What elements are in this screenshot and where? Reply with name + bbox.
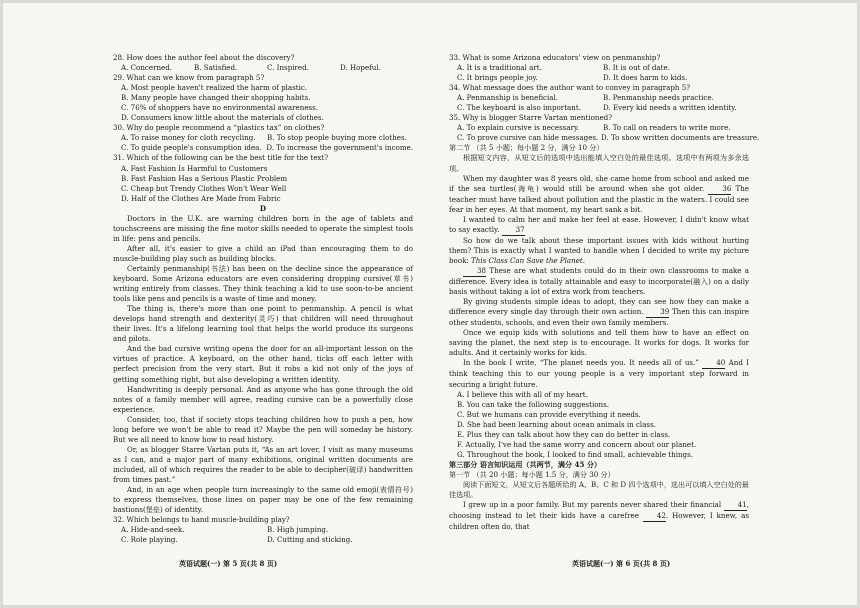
choice: G. Throughout the book, I looked to find small, achievable things.	[457, 449, 693, 459]
option: D. Hopeful.	[340, 63, 381, 73]
choice: D. She had been learning about ocean animals in class.	[457, 419, 656, 429]
passage-paragraph	[449, 266, 749, 297]
blank-39: 39	[646, 307, 669, 318]
choice: A. I believe this with all of my heart.	[457, 389, 588, 399]
options-33-row1	[449, 63, 749, 73]
book-title: This Class Can Save the Planet.	[471, 255, 586, 265]
options-34-row1	[449, 93, 749, 103]
part-3-title: 第三部分 语言知识运用（共两节，满分 45 分）	[449, 459, 602, 469]
passage-paragraph: Doctors in the U.K. are warning children born in the age of tablets and touchscreens are missing the fine motor skills needed to operate the simplest tools in life: pens and pencils.	[113, 213, 413, 243]
question-35: 35. Why is blogger Starre Vartan mentioned?	[449, 113, 612, 123]
choice: C. But we humans can provide everything it needs.	[457, 409, 641, 419]
text: So how do we talk about these important issues with kids without hurting them? This is exactly what I wanted to handle when I decided to write my picture book:	[449, 235, 749, 265]
question-28: 28. How does the author feel about the discovery?	[113, 53, 295, 62]
options-33-row2	[449, 73, 749, 83]
text: I grew up in a poor family. But my parents never shared their financial	[463, 500, 722, 510]
option: C. Role playing.	[121, 535, 178, 545]
text: By giving students simple ideas to adopt, they can see how they can make a difference every single day through their own action.	[449, 297, 749, 317]
passage-paragraph: Consider, too, that if society stops teaching children how to push a pen, how long before we won't be able to read it? Maybe the pen will someday be history. But we all need to know how to read history.	[113, 414, 413, 444]
option: B. It is out of date.	[603, 63, 670, 73]
blank-42: 42	[643, 511, 666, 522]
part-3-instructions: 阅读下面短文，从短文后各题所给的 A、B、C 和 D 四个选项中，选出可以填入空白处的最佳选项。	[449, 479, 749, 500]
option: B. To stop people buying more clothes.	[267, 133, 407, 143]
passage-paragraph: Certainly penmanship(书法) has been on the decline since the appearance of keyboard. Some Arizona educators are even considering dropping cursive(草书) writing entirely from classes. They think teaching a kid to use soon-to-be ancient tools like pens and pencils is a waste of time and money.	[113, 263, 413, 304]
passage-paragraph: Or, as blogger Starre Vartan puts it, “As an art lover, I visit as many museums as I can, and a major part of many exhibitions, original written documents are included, all of which requires the reader to be able to decipher(破译) handwritten from times past.”	[113, 444, 413, 484]
options-34-row2	[449, 103, 749, 113]
text: I wanted to calm her and make her feel at ease. However, I didn't know what to say exactly.	[449, 214, 749, 234]
text: And I think teaching this to our young people is a very important step forward in securing a bright future.	[449, 358, 749, 389]
text: , choosing instead to let their kids have a carefree	[449, 500, 749, 521]
passage-paragraph: Once we equip kids with solutions and tell them how to have an effect on saving the planet, the next step is to encourage. It works for dogs. It works for adults. And it certainly works for kids.	[449, 328, 749, 358]
question-34: 34. What message does the author want to convey in paragraph 5?	[449, 83, 691, 93]
options-35-row1	[449, 123, 749, 133]
option: D. To increase the government's income.	[266, 143, 413, 153]
passage-paragraph	[449, 236, 749, 266]
passage-paragraph	[449, 358, 749, 389]
option: D. Every kid needs a written identity.	[603, 103, 737, 113]
right-column	[449, 53, 760, 532]
option: D. Cutting and sticking.	[267, 535, 353, 545]
passage-paragraph: And, in an age when people turn increasingly to the same old emoji(表情符号) to express themselves, those lines on paper may be one of the few remaining bastions(堡垒) of identity.	[113, 485, 413, 515]
blank-38: 38	[463, 266, 486, 277]
option: A. Most people haven't realized the harm of plastic.	[121, 83, 308, 93]
options-30-row2	[113, 143, 413, 153]
passage-paragraph	[449, 215, 749, 236]
section-2-instructions: 根据短文内容，从短文后的选项中选出能填入空白处的最佳选项。选项中有两项为多余选项。	[449, 153, 749, 173]
text: The teacher must have talked about pollution and the plastic in the waters. I could see fear in her eyes. At that moment, my heart sank a bit.	[449, 183, 749, 214]
passage-paragraph	[449, 297, 749, 328]
question-33: 33. What is some Arizona educators' view on penmanship?	[449, 53, 661, 62]
passage-paragraph	[449, 174, 749, 215]
options-32-row1	[113, 525, 413, 535]
option: C. Cheap but Trendy Clothes Won't Wear Well	[121, 183, 287, 193]
blank-40: 40	[702, 358, 725, 369]
section-d-heading: D	[259, 203, 267, 213]
option: A. Fast Fashion Is Harmful to Customers	[121, 163, 268, 173]
passage-paragraph: Handwriting is deeply personal. And as anyone who has gone through the old notes of a family member will agree, reading cursive can be a powerfully close experience.	[113, 384, 413, 414]
option: A. Hide-and-seek.	[121, 525, 185, 535]
passage-paragraph: The thing is, there's more than one point to penmanship. A pencil is what develops hand strength and dexterity(灵巧) that children will need throughout their lives. It's a lifelong learning tool that helps the world produce its surgeons and pilots.	[113, 304, 413, 344]
question-32: 32. Which belongs to hand muscle-building play?	[113, 515, 290, 525]
option: D. To show written documents are treasure.	[601, 133, 760, 143]
blank-36: 36	[708, 184, 731, 195]
option: B. Penmanship needs practice.	[603, 93, 714, 103]
option: C. The keyboard is also important.	[457, 103, 581, 113]
option: D. Half of the Clothes Are Made from Fabric	[121, 193, 281, 203]
text: These are what students could do in their own classrooms to make a difference. Every idea is totally attainable and easy to incorporate(融入) on a daily basis without taking a lot of extra work from teachers.	[449, 265, 749, 297]
option: B. Satisfied.	[194, 63, 238, 73]
option: B. High jumping.	[267, 525, 329, 535]
text: Then this can inspire other students, schools, and even their own family members.	[449, 307, 750, 328]
option: C. To guide people's consumption idea.	[121, 143, 262, 153]
option: A. Concerned.	[121, 63, 173, 73]
option: A. To explain cursive is necessary.	[457, 123, 580, 133]
option: C. To prove cursive can hide messages.	[457, 133, 599, 143]
passage-paragraph: And the bad cursive writing opens the door for an all-important lesson on the virtues of practice. A keyboard, on the other hand, ticks off each letter with perfect precision from the very start. But it robs a kid not only of the joys of getting something right, but also developing a written identity.	[113, 344, 413, 384]
blank-41: 41	[724, 500, 747, 511]
options-32-row2	[113, 535, 413, 545]
question-30: 30. Why do people recommend a “plastics tax” on clothes?	[113, 123, 325, 133]
choice: E. Plus they can talk about how they can do better in class.	[457, 429, 671, 439]
option: C. 76% of shoppers have no environmental awareness.	[121, 103, 319, 113]
option: A. Penmanship is beneficial.	[457, 93, 559, 103]
text: . However, I knew, as children often do, that	[449, 511, 749, 532]
page-footer-right: 英语试题(一) 第 6 页(共 8 页)	[572, 559, 671, 568]
section-2-title: 第二节 （共 5 小题；每小题 2 分，满分 10 分）	[449, 143, 604, 153]
option: B. Many people have changed their shopping habits.	[121, 93, 311, 103]
text: In the book I write, “The planet needs you. It needs all of us.”	[463, 358, 699, 368]
question-29: 29. What can we know from paragraph 5?	[113, 73, 265, 83]
choice: B. You can take the following suggestions.	[457, 399, 610, 409]
option: A. It is a traditional art.	[457, 63, 542, 73]
exam-sheet	[3, 3, 857, 605]
option: C. Inspired.	[267, 63, 309, 73]
option: B. Fast Fashion Has a Serious Plastic Problem	[121, 173, 288, 183]
page-footer-left: 英语试题(一) 第 5 页(共 8 页)	[179, 559, 278, 568]
passage-paragraph	[449, 500, 749, 532]
options-28	[113, 63, 413, 73]
options-35-row2	[449, 133, 760, 143]
option: C. It brings people joy.	[457, 73, 538, 83]
option: A. To raise money for cloth recycling.	[121, 133, 256, 143]
option: D. It does harm to kids.	[603, 73, 688, 83]
text: When my daughter was 8 years old, she came home from school and asked me if the sea turtles(海龟) would still be around when she got older.	[449, 173, 749, 193]
choice: F. Actually, I've had the same worry and concern about our planet.	[457, 439, 697, 449]
option: D. Consumers know little about the materials of clothes.	[121, 113, 324, 123]
option: B. To call on readers to write more.	[603, 123, 731, 133]
part-3-section-1: 第一节 （共 20 小题；每小题 1.5 分，满分 30 分）	[449, 469, 615, 479]
question-31: 31. Which of the following can be the best title for the text?	[113, 153, 329, 163]
left-column	[113, 53, 413, 545]
options-30-row1	[113, 133, 413, 143]
passage-paragraph: After all, it's easier to give a child an iPad than encouraging them to do muscle-building play such as building blocks.	[113, 243, 413, 263]
blank-37: 37	[502, 225, 525, 236]
